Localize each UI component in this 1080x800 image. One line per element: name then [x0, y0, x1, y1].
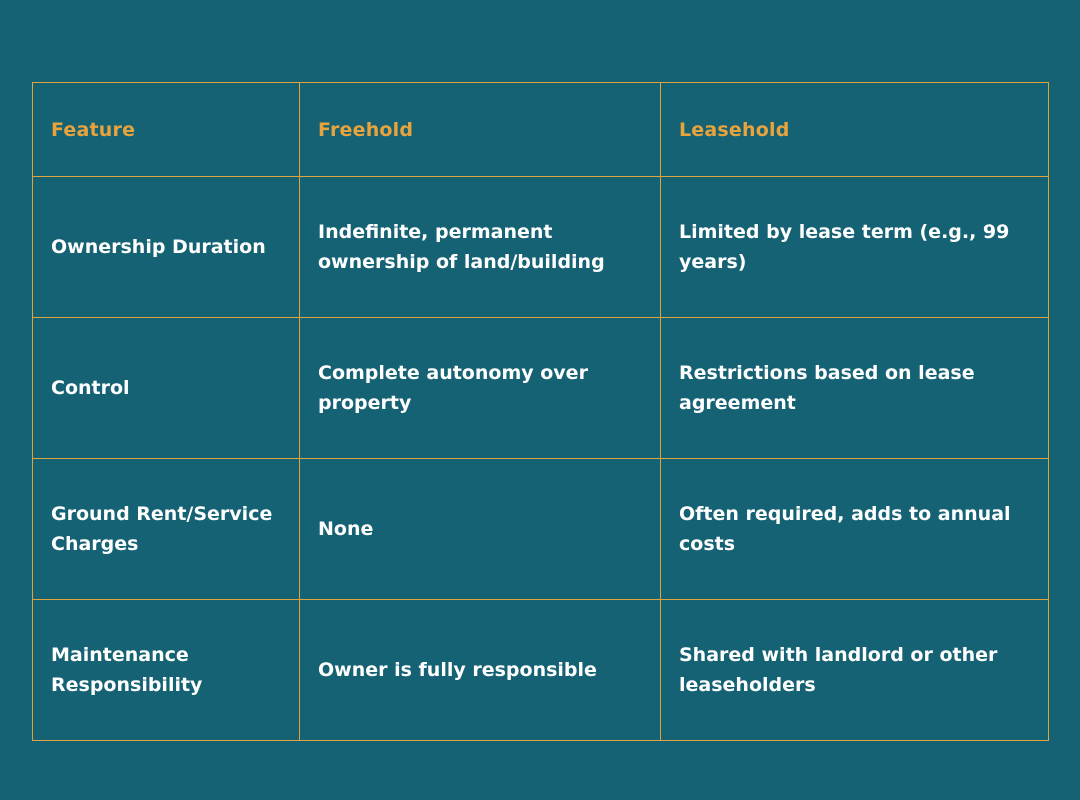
table-row — [33, 459, 1049, 600]
cell-leasehold: Shared with landlord or other leaseholders — [661, 600, 1049, 741]
cell-freehold: Indefinite, permanent ownership of land/building — [300, 177, 661, 318]
column-header-freehold: Freehold — [300, 83, 661, 177]
cell-freehold: Complete autonomy over property — [300, 318, 661, 459]
cell-feature: Maintenance Responsibility — [33, 600, 300, 741]
table-header — [33, 83, 1049, 177]
table-row — [33, 318, 1049, 459]
cell-leasehold: Restrictions based on lease agreement — [661, 318, 1049, 459]
table-row — [33, 600, 1049, 741]
cell-feature: Ownership Duration — [33, 177, 300, 318]
cell-leasehold: Often required, adds to annual costs — [661, 459, 1049, 600]
table-body — [33, 177, 1049, 741]
column-header-leasehold: Leasehold — [661, 83, 1049, 177]
column-header-feature: Feature — [33, 83, 300, 177]
cell-freehold: None — [300, 459, 661, 600]
cell-freehold: Owner is fully responsible — [300, 600, 661, 741]
comparison-table-container — [32, 82, 1048, 741]
table-header-row — [33, 83, 1049, 177]
cell-feature: Control — [33, 318, 300, 459]
table-row — [33, 177, 1049, 318]
cell-feature: Ground Rent/Service Charges — [33, 459, 300, 600]
cell-leasehold: Limited by lease term (e.g., 99 years) — [661, 177, 1049, 318]
freehold-leasehold-comparison-table — [32, 82, 1049, 741]
